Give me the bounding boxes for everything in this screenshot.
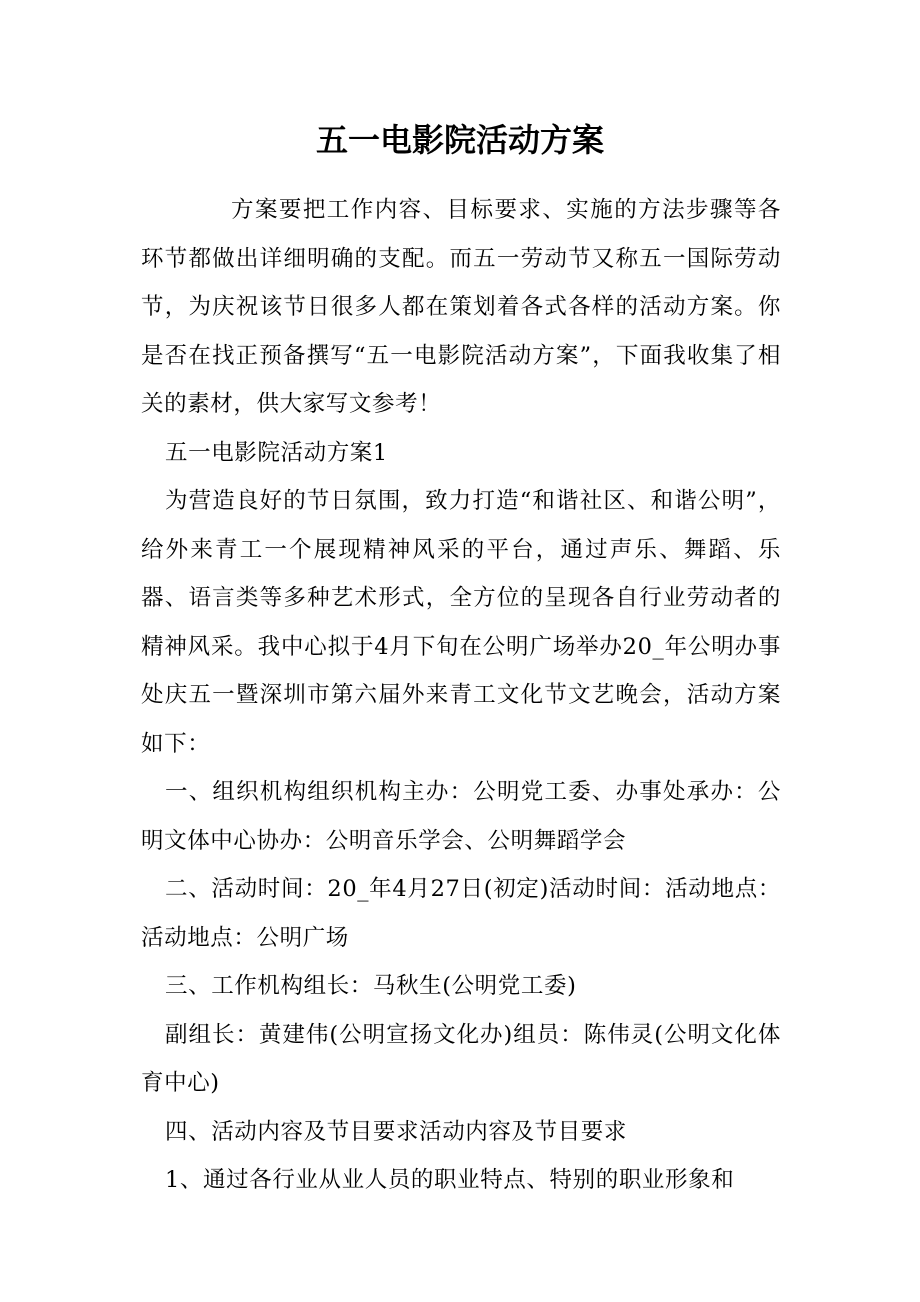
document-body: [141, 186, 781, 1205]
purpose-paragraph: 为营造良好的节日氛围，致力打造“和谐社区、和谐公明”，给外来青工一个展现精神风采的平台，通过声乐、舞蹈、乐器、语言类等多种艺术形式，全方位的呈现各自行业劳动者的精神风采。我中心拟于4月下旬在公明广场举办20_年公明办事处庆五一暨深圳市第六届外来青工文化节文艺晚会，活动方案如下：: [141, 488, 781, 757]
time-place-paragraph: 二、活动时间：20_年4月27日(初定)活动时间：活动地点：活动地点：公明广场: [141, 876, 781, 951]
document-title: 五一电影院活动方案: [315, 121, 604, 159]
leader-paragraph: 三、工作机构组长：马秋生(公明党工委): [165, 973, 577, 999]
content-requirements-paragraph: 四、活动内容及节目要求活动内容及节目要求: [165, 1118, 628, 1145]
intro-paragraph: 方案要把工作内容、目标要求、实施的方法步骤等各环节都做出详细明确的支配。而五一劳动节又称五一国际劳动节，为庆祝该节日很多人都在策划着各式各样的活动方案。你是否在找正预备撰写“五一电影院活动方案”，下面我收集了相关的素材，供大家写文参考！: [141, 197, 781, 417]
section-title: 五一电影院活动方案1: [165, 439, 388, 466]
organization-paragraph: 一、组织机构组织机构主办：公明党工委、办事处承办：公明文体中心协办：公明音乐学会、公明舞蹈学会: [141, 779, 781, 854]
deputy-paragraph: 副组长：黄建伟(公明宣扬文化办)组员：陈伟灵(公明文化体育中心): [141, 1021, 781, 1096]
item-1-paragraph: 1、通过各行业从业人员的职业特点、特别的职业形象和: [165, 1167, 735, 1193]
